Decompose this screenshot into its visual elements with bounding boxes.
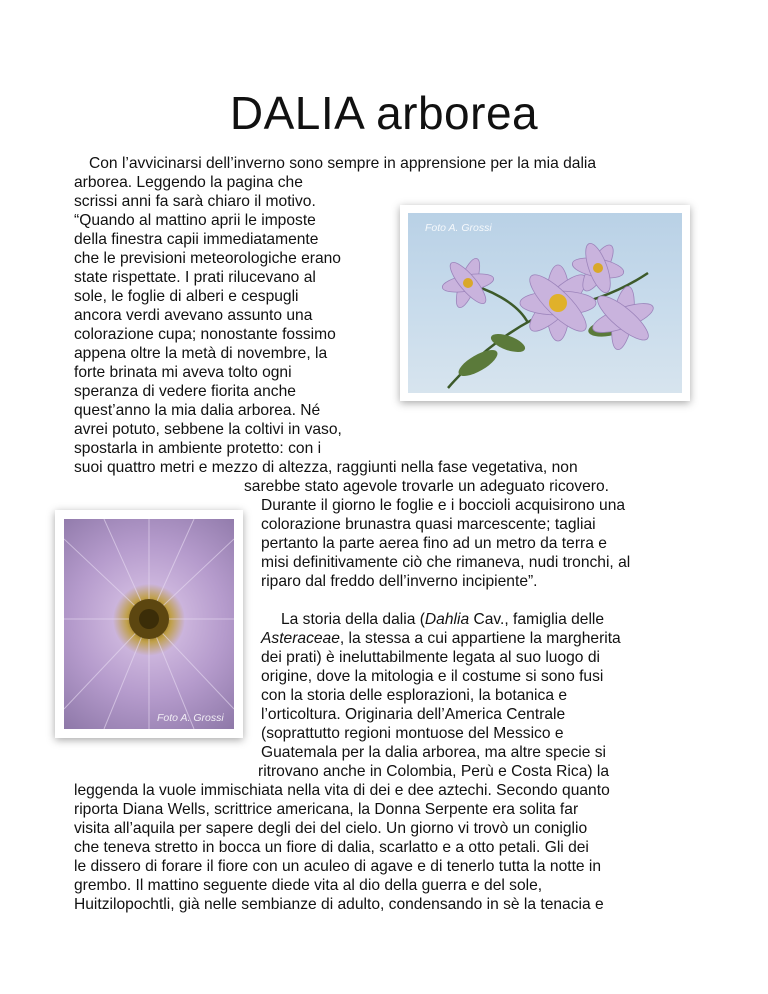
text-line: origine, dove la mitologia e il costume si sono fusi — [261, 668, 604, 685]
photo-dahlia-branch — [400, 205, 690, 401]
text-line: Durante il giorno le foglie e i boccioli acquisirono una — [261, 497, 626, 514]
text-line: ancora verdi avevano assunto una — [74, 307, 313, 324]
text-line: con la storia delle esplorazioni, la botanica e — [261, 687, 567, 704]
text-line: (soprattutto regioni montuose del Messico e — [261, 725, 564, 742]
text-line: state rispettate. I prati rilucevano al — [74, 269, 316, 286]
text-line: riporta Diana Wells, scrittrice americana, la Donna Serpente era solita far — [74, 801, 579, 818]
text-line: che le previsioni meteorologiche erano — [74, 250, 341, 267]
text-line: dei prati) è ineluttabilmente legata al suo luogo di — [261, 649, 600, 666]
text-line: arborea. Leggendo la pagina che — [74, 174, 303, 191]
text-line: ritrovano anche in Colombia, Perù e Costa Rica) la — [258, 763, 610, 780]
text-line: pertanto la parte aerea fino ad un metro da terra e — [261, 535, 607, 552]
text-line: sole, le foglie di alberi e cespugli — [74, 288, 299, 305]
text-line: l’orticoltura. Originaria dell’America Centrale — [261, 706, 566, 723]
text-line: le dissero di forare il fiore con un aculeo di agave e di tenerlo tutta la notte in — [74, 858, 602, 875]
text-line: della finestra capii immediatamente — [74, 231, 319, 248]
photo-credit: Foto A. Grossi — [425, 222, 492, 234]
text-line: Guatemala per la dalia arborea, ma altre specie si — [261, 744, 606, 761]
text-line: scrissi anni fa sarà chiaro il motivo. — [74, 193, 316, 210]
text-line: colorazione cupa; nonostante fossimo — [74, 326, 336, 343]
text-line: Asteraceae, la stessa a cui appartiene la margherita — [261, 630, 621, 647]
dahlia-branch-image — [408, 213, 682, 393]
text-line: che teneva stretto in bocca un fiore di dalia, scarlatto e a otto petali. Gli dei — [74, 839, 589, 856]
text-line: appena oltre la metà di novembre, la — [74, 345, 328, 362]
text-line: forte brinata mi aveva tolto ogni — [74, 364, 292, 381]
text-line: leggenda la vuole immischiata nella vita di dei e dee aztechi. Secondo quanto — [74, 782, 610, 799]
dahlia-closeup-image — [64, 519, 234, 729]
text-line: “Quando al mattino aprii le imposte — [74, 212, 316, 229]
text-line: speranza di vedere fiorita anche — [74, 383, 296, 400]
text-line: spostarla in ambiente protetto: con i — [74, 440, 322, 457]
text-line: Huitzilopochtli, già nelle sembianze di adulto, condensando in sè la tenacia e — [74, 896, 604, 913]
text-line: visita all’aquila per sapere degli dei del cielo. Un giorno vi trovò un coniglio — [74, 820, 588, 837]
text-line: misi definitivamente ciò che rimaneva, nudi tronchi, al — [261, 554, 631, 571]
text-line: grembo. Il mattino seguente diede vita al dio della guerra e del sole, — [74, 877, 543, 894]
page-title: DALIA arborea — [229, 87, 539, 139]
text-line: sarebbe stato agevole trovarle un adeguato ricovero. — [244, 478, 609, 495]
text-line: quest’anno la mia dalia arborea. Né — [74, 402, 321, 419]
text-line: La storia della dalia (Dahlia Cav., famiglia delle — [281, 611, 605, 628]
text-line: riparo dal freddo dell’inverno incipiente”. — [261, 573, 538, 590]
text-line: Con l’avvicinarsi dell’inverno sono sempre in apprensione per la mia dalia — [89, 155, 597, 172]
photo-credit: Foto A. Grossi — [157, 712, 224, 724]
photo-dahlia-closeup — [55, 510, 243, 738]
text-line: colorazione brunastra quasi marcescente; tagliai — [261, 516, 596, 533]
text-line: avrei potuto, sebbene la coltivi in vaso, — [74, 421, 342, 438]
text-line: suoi quattro metri e mezzo di altezza, raggiunti nella fase vegetativa, non — [74, 459, 578, 476]
